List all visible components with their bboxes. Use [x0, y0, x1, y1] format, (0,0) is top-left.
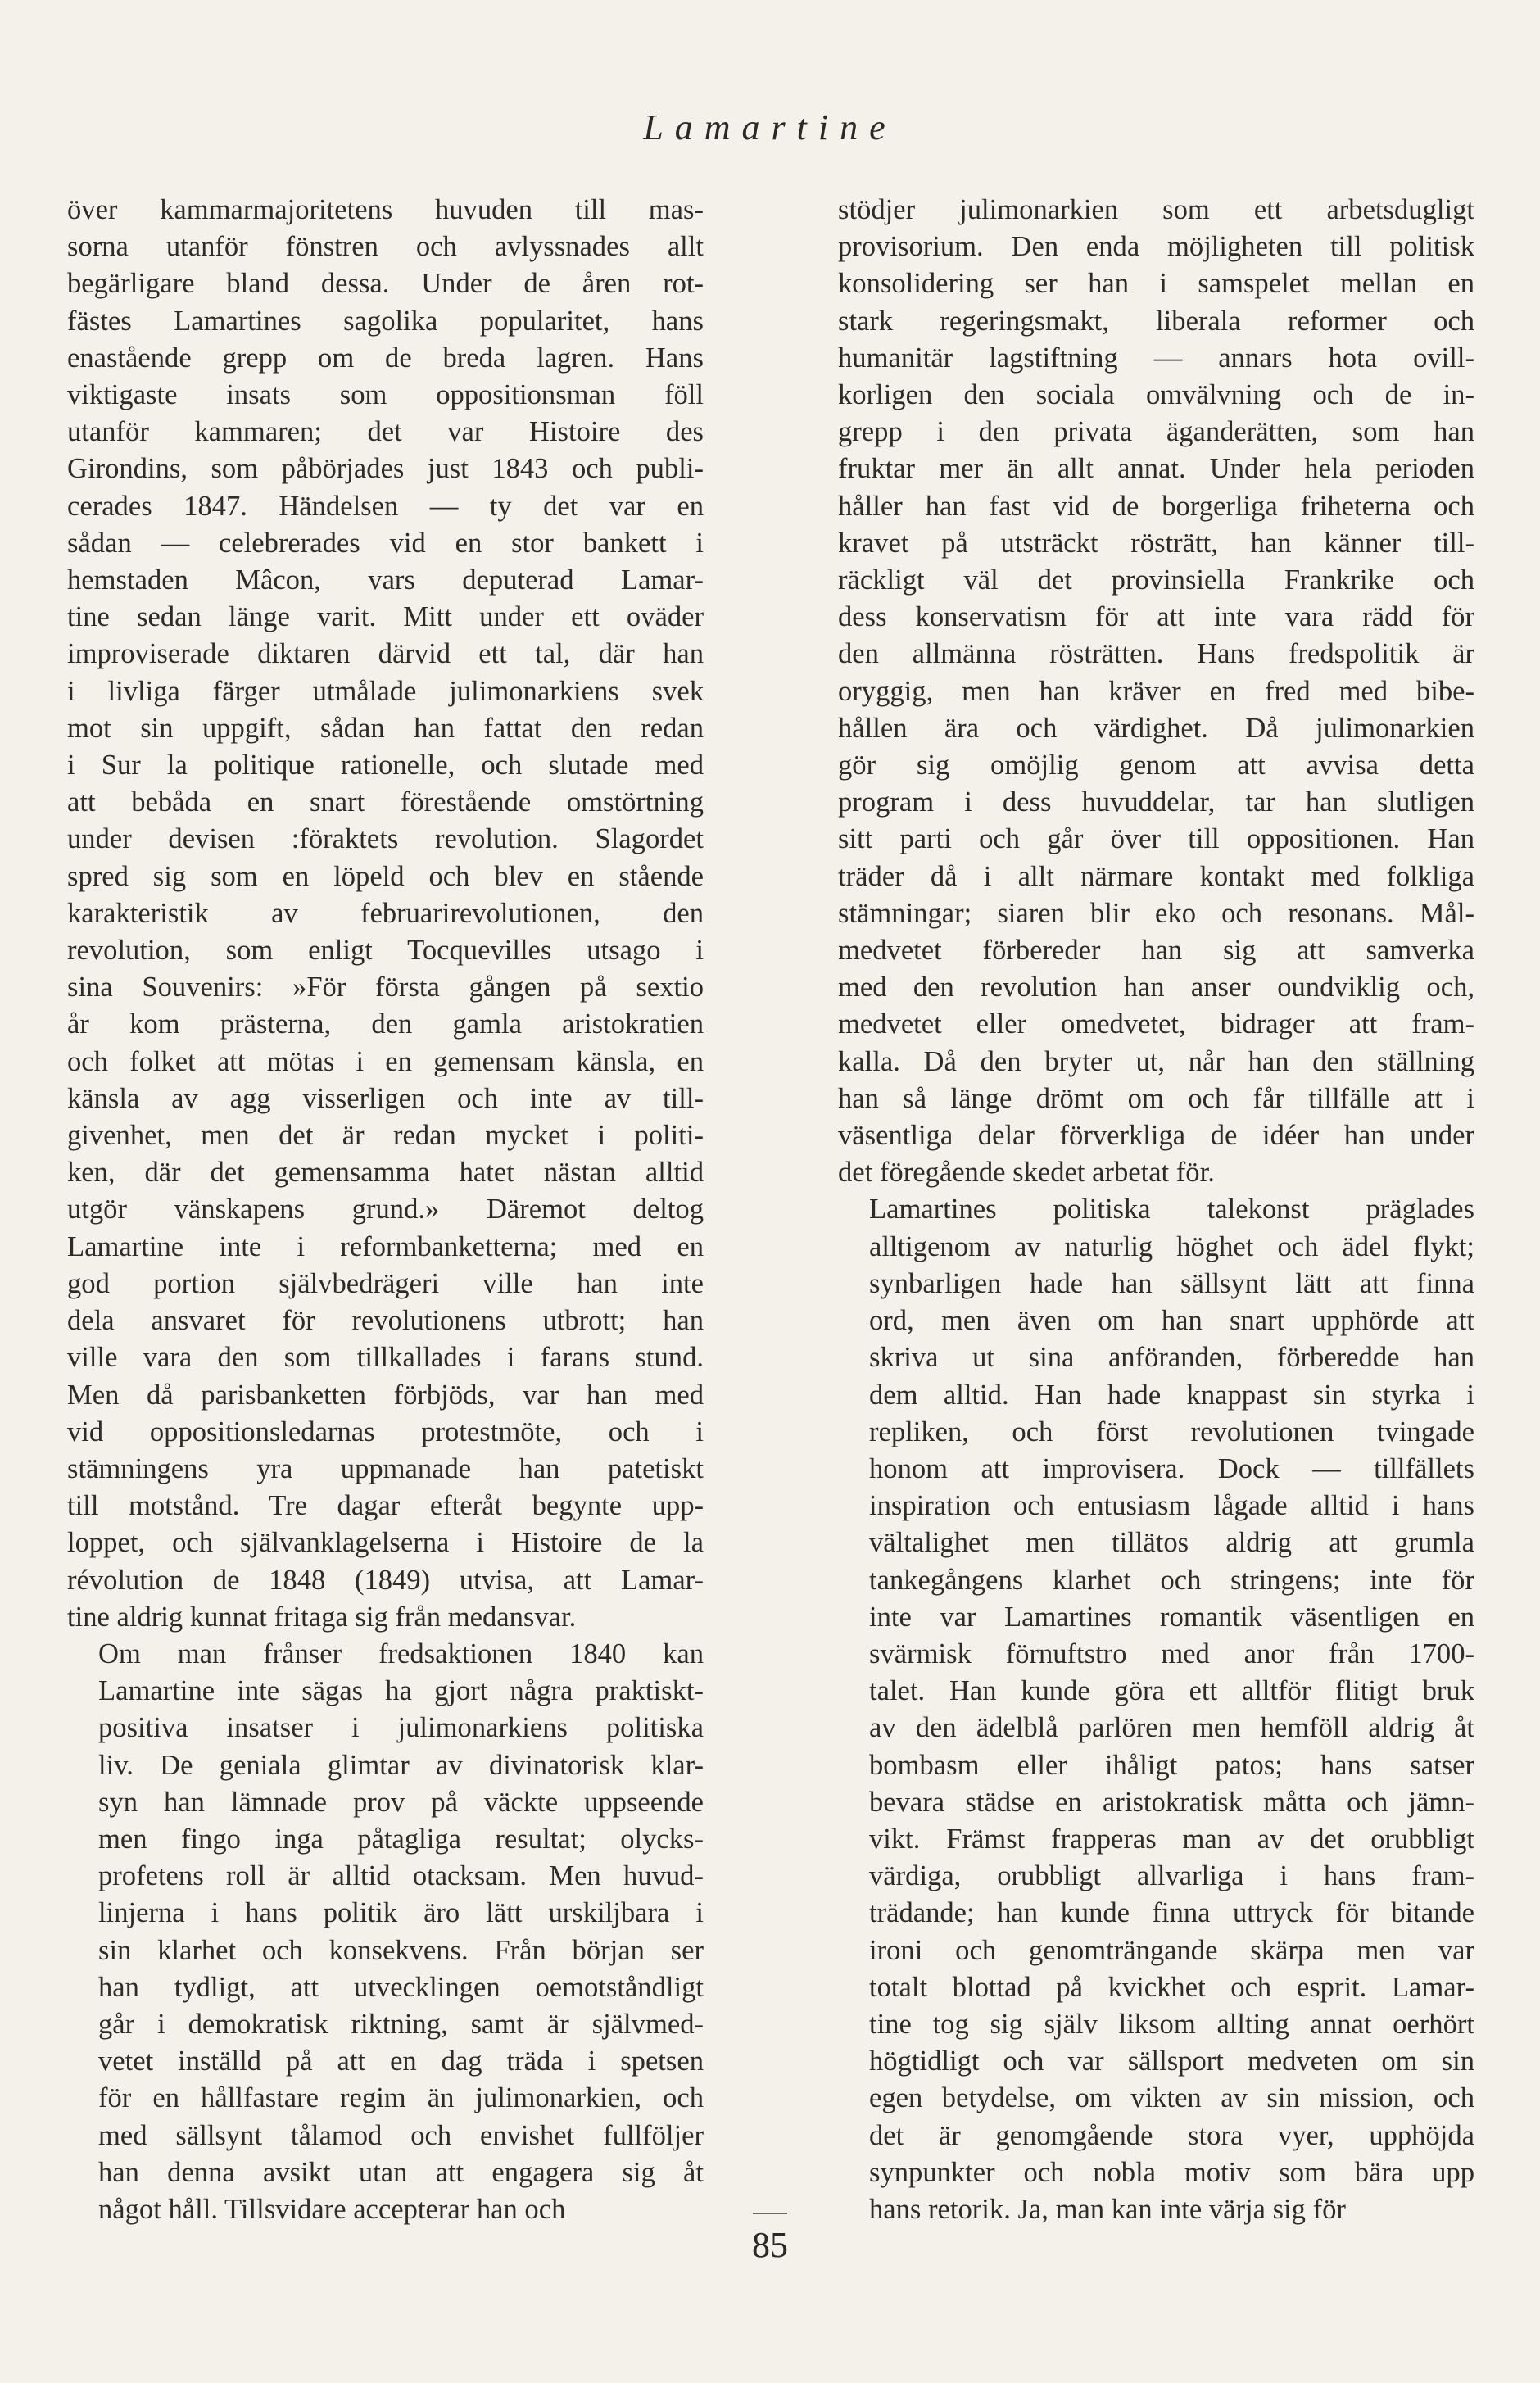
text-line: synbarligen hade han sällsynt lätt att finna [869, 1267, 1474, 1299]
text-line: profetens roll är alltid otacksam. Men huvud- [98, 1860, 704, 1892]
text-line: och folket att mötas i en gemensam känsla, en [67, 1045, 704, 1077]
text-line: linjerna i hans politik äro lätt urskiljbara i [98, 1897, 704, 1929]
text-line: sitt parti och går över till oppositionen. Han [838, 823, 1474, 855]
text-line: den allmänna rösträtten. Hans fredspolitik är [838, 638, 1474, 670]
text-line: kalla. Då den bryter ut, når han den ställning [838, 1045, 1474, 1077]
text-line: fästes Lamartines sagolika popularitet, hans [67, 305, 704, 337]
paragraph [838, 1191, 1474, 2228]
text-line: vetet inställd på att en dag träda i spetsen [98, 2045, 704, 2077]
text-line: medvetet eller omedvetet, bidrager att fram- [838, 1008, 1474, 1040]
text-line: humanitär lagstiftning — annars hota ovill- [838, 342, 1474, 374]
left-column [67, 192, 704, 2228]
text-line: honom att improvisera. Dock — tillfällets [869, 1452, 1474, 1484]
text-line: tine tog sig själv liksom allting annat oerhört [869, 2008, 1474, 2040]
text-line: inspiration och entusiasm lågade alltid i hans [869, 1490, 1474, 1522]
text-line: provisorium. Den enda möjligheten till politisk [838, 231, 1474, 263]
text-line: stämningar; siaren blir eko och resonans. Mål- [838, 897, 1474, 929]
text-line: program i dess huvuddelar, tar han slutligen [838, 786, 1474, 818]
text-line: repliken, och först revolutionen tvingade [869, 1416, 1474, 1447]
text-line: god portion självbedrägeri ville han inte [67, 1267, 704, 1299]
text-line: egen betydelse, om vikten av sin mission, och [869, 2082, 1474, 2114]
text-line: med den revolution han anser oundviklig och, [838, 972, 1474, 1003]
text-line: dess konservatism för att inte vara rädd för [838, 601, 1474, 633]
text-line: utgör vänskapens grund.» Däremot deltog [67, 1194, 704, 1225]
text-line: hans retorik. Ja, man kan inte värja sig för [869, 2193, 1346, 2225]
text-line: skriva ut sina anföranden, förberedde han [869, 1342, 1474, 1374]
text-line: talet. Han kunde göra ett alltför flitigt bruk [869, 1675, 1474, 1707]
text-line: tine aldrig kunnat fritaga sig från medansvar. [67, 1601, 577, 1633]
text-line: medvetet förbereder han sig att samverka [838, 935, 1474, 967]
text-line: väsentliga delar förverkliga de idéer han under [838, 1120, 1474, 1152]
text-line: Girondins, som påbörjades just 1843 och publi- [67, 453, 704, 485]
text-line: trädande; han kunde finna uttryck för bitande [869, 1897, 1474, 1929]
text-line: spred sig som en löpeld och blev en stående [67, 860, 704, 892]
text-line: år kom prästerna, den gamla aristokratien [67, 1008, 704, 1040]
text-line: ironi och genomträngande skärpa men var [869, 1934, 1474, 1966]
text-line: det är genomgående stora vyer, upphöjda [869, 2119, 1474, 2151]
text-line: över kammarmajoritetens huvuden till mas- [67, 194, 704, 225]
paragraph [838, 192, 1474, 1191]
text-line: håller han fast vid de borgerliga friheterna och [838, 490, 1474, 522]
text-line: räckligt väl det provinsiella Frankrike och [838, 564, 1474, 596]
text-line: högtidligt och var sällsport medveten om sin [869, 2045, 1474, 2077]
text-line: grepp i den privata äganderätten, som han [838, 416, 1474, 448]
text-line: ord, men även om han snart upphörde att [869, 1305, 1474, 1337]
text-line: révolution de 1848 (1849) utvisa, att Lamar- [67, 1564, 704, 1596]
text-line: med sällsynt tålamod och envishet fullföljer [98, 2119, 704, 2151]
text-line: stödjer julimonarkien som ett arbetsdugligt [838, 194, 1474, 225]
text-line: han denna avsikt utan att engagera sig åt [98, 2156, 704, 2188]
text-line: Lamartine inte sägas ha gjort några praktiskt- [98, 1675, 704, 1707]
text-line: bevara städse en aristokratisk måtta och jämn- [869, 1786, 1474, 1818]
text-line: något håll. Tillsvidare accepterar han och [98, 2193, 566, 2225]
text-line: liv. De geniala glimtar av divinatorisk klar- [98, 1749, 704, 1781]
text-line: Lamartines politiska talekonst präglades [869, 1194, 1474, 1225]
text-line: ken, där det gemensamma hatet nästan alltid [67, 1157, 704, 1189]
text-line: Lamartine inte i reformbanketterna; med en [67, 1230, 704, 1262]
text-line: dela ansvaret för revolutionens utbrott; han [67, 1305, 704, 1337]
text-line: konsolidering ser han i samspelet mellan en [838, 268, 1474, 300]
text-line: oryggig, men han kräver en fred med bibe- [838, 675, 1474, 707]
text-line: enastående grepp om de breda lagren. Hans [67, 342, 704, 374]
text-line: viktigaste insats som oppositionsman föll [67, 379, 704, 411]
text-line: han tydligt, att utvecklingen oemotståndligt [98, 1971, 704, 2003]
text-line: improviserade diktaren därvid ett tal, där han [67, 638, 704, 670]
text-line: sin klarhet och konsekvens. Från början ser [98, 1934, 704, 1966]
text-line: fruktar mer än allt annat. Under hela perioden [838, 453, 1474, 485]
text-line: alltigenom av naturlig höghet och ädel flykt; [869, 1230, 1474, 1262]
text-line: under devisen :föraktets revolution. Slagordet [67, 823, 704, 855]
text-line: bombasm eller ihåligt patos; hans satser [869, 1749, 1474, 1781]
text-line: sina Souvenirs: »För första gången på sextio [67, 972, 704, 1003]
text-line: loppet, och självanklagelserna i Histoire de la [67, 1527, 704, 1559]
text-line: men fingo inga påtagliga resultat; olycks- [98, 1823, 704, 1855]
text-line: att bebåda en snart förestående omstörtning [67, 786, 704, 818]
text-line: hållen ära och värdighet. Då julimonarkien [838, 712, 1474, 744]
text-line: Om man frånser fredsaktionen 1840 kan [98, 1638, 704, 1669]
text-line: i Sur la politique rationelle, och slutade med [67, 750, 704, 781]
text-line: svärmisk förnuftstro med anor från 1700- [869, 1638, 1474, 1669]
text-line: tine sedan länge varit. Mitt under ett oväder [67, 601, 704, 633]
text-line: inte var Lamartines romantik väsentligen en [869, 1601, 1474, 1633]
text-line: givenhet, men det är redan mycket i politi- [67, 1120, 704, 1152]
text-line: vältalighet men tillätos aldrig att grumla [869, 1527, 1474, 1559]
text-line: av den ädelblå parlören men hemföll aldrig åt [869, 1712, 1474, 1744]
text-line: till motstånd. Tre dagar efteråt begynte upp- [67, 1490, 704, 1522]
text-line: stämningens yra uppmanade han patetiskt [67, 1452, 704, 1484]
paragraph [67, 1636, 704, 2228]
text-line: gör sig omöjlig genom att avvisa detta [838, 750, 1474, 781]
text-line: positiva insatser i julimonarkiens politiska [98, 1712, 704, 1744]
text-columns [67, 192, 1474, 2228]
text-line: värdiga, orubbligt allvarliga i hans fram- [869, 1860, 1474, 1892]
text-line: utanför kammaren; det var Histoire des [67, 416, 704, 448]
paragraph [67, 192, 704, 1636]
text-line: stark regeringsmakt, liberala reformer och [838, 305, 1474, 337]
text-line: kravet på utsträckt rösträtt, han känner till- [838, 527, 1474, 559]
text-line: för en hållfastare regim än julimonarkien, och [98, 2082, 704, 2114]
text-line: revolution, som enligt Tocquevilles utsago i [67, 935, 704, 967]
text-line: han så länge drömt om och får tillfälle att i [838, 1082, 1474, 1114]
text-line: träder då i allt närmare kontakt med folkliga [838, 860, 1474, 892]
page-number: 85 [752, 2225, 788, 2265]
text-line: Men då parisbanketten förbjöds, var han med [67, 1379, 704, 1411]
running-head: Lamartine [643, 107, 897, 147]
text-line: tankegångens klarhet och stringens; inte för [869, 1564, 1474, 1596]
text-line: dem alltid. Han hade knappast sin styrka i [869, 1379, 1474, 1411]
text-line: går i demokratisk riktning, samt är självmed- [98, 2008, 704, 2040]
text-line: i livliga färger utmålade julimonarkiens svek [67, 675, 704, 707]
text-line: hemstaden Mâcon, vars deputerad Lamar- [67, 564, 704, 596]
text-line: synpunkter och nobla motiv som bära upp [869, 2156, 1474, 2188]
text-line: vikt. Främst frapperas man av det orubbligt [869, 1823, 1474, 1855]
text-line: ville vara den som tillkallades i farans stund. [67, 1342, 704, 1374]
text-line: begärligare bland dessa. Under de åren rot- [67, 268, 704, 300]
text-line: känsla av agg visserligen och inte av till- [67, 1082, 704, 1114]
text-line: syn han lämnade prov på väckte uppseende [98, 1786, 704, 1818]
text-line: karakteristik av februarirevolutionen, den [67, 897, 704, 929]
text-line: det föregående skedet arbetat för. [838, 1157, 1215, 1189]
page-number-block [0, 2224, 1540, 2266]
text-line: sådan — celebrerades vid en stor bankett i [67, 527, 704, 559]
text-line: vid oppositionsledarnas protestmöte, och i [67, 1416, 704, 1447]
text-line: mot sin uppgift, sådan han fattat den redan [67, 712, 704, 744]
right-column [838, 192, 1474, 2228]
text-line: sorna utanför fönstren och avlyssnades allt [67, 231, 704, 263]
text-line: cerades 1847. Händelsen — ty det var en [67, 490, 704, 522]
page-number-rule [753, 2213, 787, 2214]
text-line: totalt blottad på kvickhet och esprit. Lamar- [869, 1971, 1474, 2003]
text-line: korligen den sociala omvälvning och de in- [838, 379, 1474, 411]
